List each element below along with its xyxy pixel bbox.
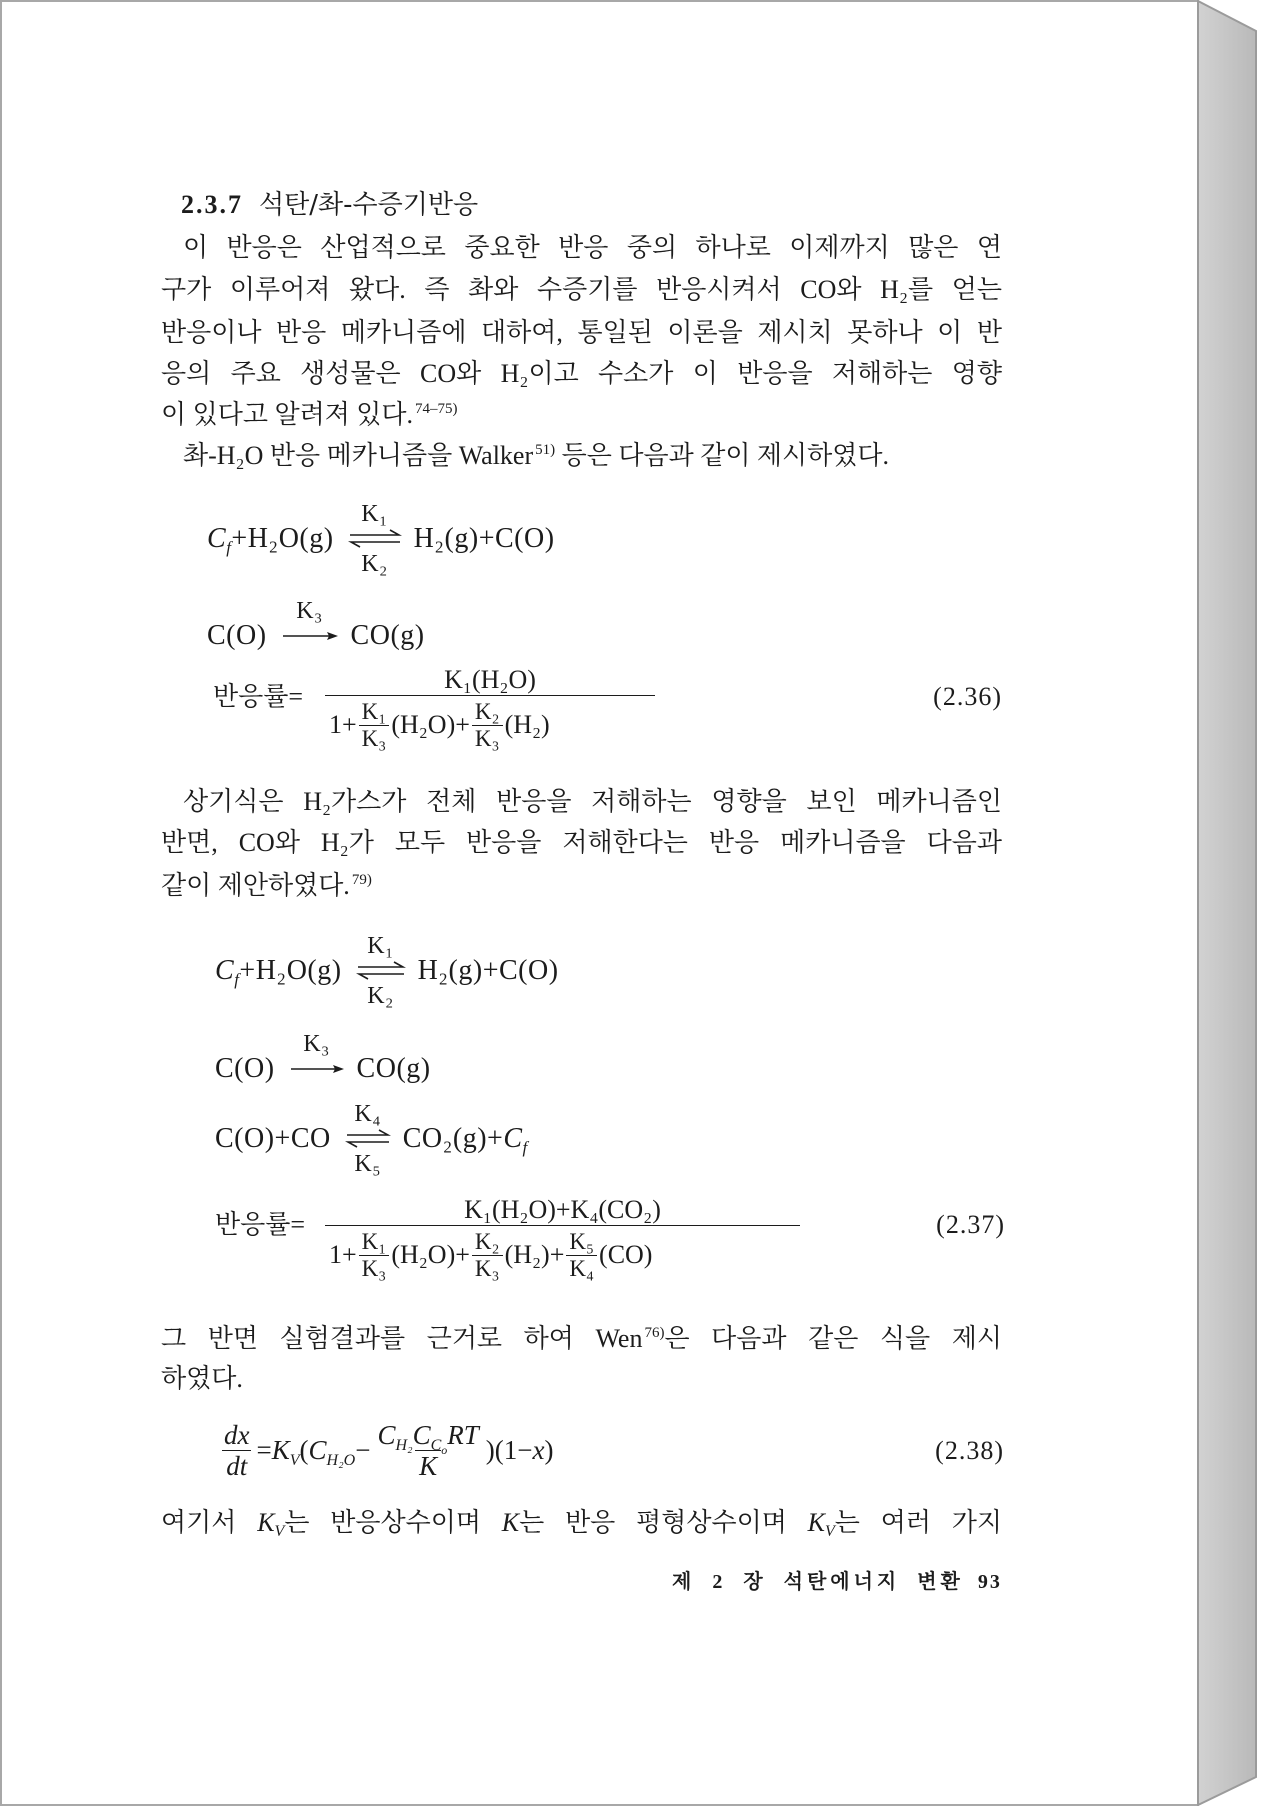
rate-constant: K₃ xyxy=(303,1031,330,1057)
denominator-term: (H₂) xyxy=(504,710,550,739)
products: H₂(g)+C(O) xyxy=(417,955,559,986)
reference-marker: 74–75) xyxy=(415,401,458,417)
derivative-numerator: dx xyxy=(224,1419,250,1450)
ratio-k1-k3 xyxy=(359,1229,390,1282)
gas-constant-temperature: RT xyxy=(447,1419,479,1450)
section-number: 2.3.7 xyxy=(181,190,243,219)
equals-sign: = xyxy=(256,1434,272,1465)
equilibrium-constant-symbol: K xyxy=(501,1508,520,1537)
reactants: C(O) xyxy=(207,620,267,651)
equation-middle xyxy=(256,1434,371,1469)
page-footer xyxy=(672,1568,1002,1596)
chapter-title: 제 2 장 석탄에너지 변환 xyxy=(672,1571,964,1593)
conversion-symbol: x xyxy=(532,1434,545,1465)
ratio-numerator: K₅ xyxy=(569,1228,595,1254)
rate-denominator xyxy=(325,1225,800,1284)
forward-rate-constant: K₁ xyxy=(367,933,394,959)
products: CO(g) xyxy=(350,620,425,651)
ratio-numerator: K₁ xyxy=(361,1228,387,1254)
ratio-denominator: K₃ xyxy=(472,725,503,752)
ratio-k2-k3 xyxy=(472,699,503,752)
denominator-term: (H₂)+ xyxy=(504,1240,565,1269)
text-run: 는 반응 평형상수이며 xyxy=(519,1508,808,1537)
rate-constant-symbol: K xyxy=(807,1508,825,1537)
reaction-arrow-icon xyxy=(289,1059,345,1079)
reactants xyxy=(215,955,342,987)
paragraph-2-line-1 xyxy=(161,438,1002,474)
text-run: 는 여러 가지 xyxy=(834,1508,1003,1537)
reactants-rest: +H₂O(g) xyxy=(239,955,342,986)
carbon-site-symbol: C xyxy=(207,523,227,554)
products xyxy=(403,1123,528,1155)
denominator-term: (H₂O)+ xyxy=(391,1240,470,1269)
open-paren: ( xyxy=(299,1434,309,1465)
rate-constant-subscript: V xyxy=(825,1523,835,1540)
minus-sign: − xyxy=(355,1434,371,1465)
ratio-numerator: K₂ xyxy=(474,698,500,724)
rate-numerator: K₁(H₂O)+K₄(CO₂) xyxy=(464,1195,661,1224)
equation-number: (2.36) xyxy=(933,682,1002,711)
derivative-fraction xyxy=(220,1420,253,1481)
paragraph-3-line-3-text: 같이 제안하였다. xyxy=(161,871,350,900)
concentration-symbol: C xyxy=(377,1419,396,1450)
ratio-denominator: K₃ xyxy=(472,1255,503,1282)
reactants: C(O) xyxy=(215,1053,275,1084)
reverse-rate-constant: K₅ xyxy=(354,1151,382,1177)
equilibrium-arrow-icon xyxy=(345,1129,391,1149)
equilibrium-arrow-icon xyxy=(348,529,402,549)
paragraph-1-line-4: 응의 주요 생성물은 CO와 H₂이고 수소가 이 반응을 저해하는 영향 xyxy=(161,359,1002,388)
concentration-subscript: H₂O xyxy=(326,1451,356,1469)
reactants: C(O)+CO xyxy=(215,1123,331,1154)
rate-constant: K₃ xyxy=(296,598,323,624)
concentration-subscript: H₂ xyxy=(395,1436,413,1454)
concentration-symbol: C xyxy=(308,1434,327,1465)
ratio-k1-k3 xyxy=(359,699,390,752)
paragraph-5-line-1 xyxy=(161,1505,1002,1541)
text-run: 여기서 xyxy=(161,1508,258,1537)
rate-constant-subscript: V xyxy=(289,1451,300,1469)
products-text: CO₂(g)+ xyxy=(402,1123,504,1154)
equilibrium-denominator: K xyxy=(415,1450,441,1481)
text-run: 는 반응상수이며 xyxy=(284,1508,502,1537)
page-stack-edge xyxy=(1197,0,1259,1806)
reference-marker: 76) xyxy=(644,1325,665,1341)
derivative-denominator: dt xyxy=(222,1450,251,1481)
carbon-site-symbol: C xyxy=(503,1123,523,1154)
equilibrium-arrow xyxy=(356,931,406,1011)
rate-expression-2-36 xyxy=(325,664,655,754)
reaction-scheme-1-step-1 xyxy=(207,499,555,579)
concentration-symbol: C xyxy=(412,1419,431,1450)
page-number: 93 xyxy=(977,1571,1002,1593)
rate-label: 반응률= xyxy=(213,682,304,711)
reactants-rest: +H₂O(g) xyxy=(231,523,334,554)
paragraph-1-line-3: 반응이나 반응 메카니즘에 대하여, 통일된 이론을 제시치 못하나 이 반 xyxy=(161,318,1002,347)
rate-label: 반응률= xyxy=(215,1210,306,1239)
ratio-denominator: K₃ xyxy=(359,725,390,752)
rate-constant-symbol: K xyxy=(271,1434,290,1465)
equilibrium-arrow xyxy=(348,499,402,579)
ratio-numerator: K₁ xyxy=(361,698,387,724)
section-heading xyxy=(181,187,478,223)
reference-marker: 51) xyxy=(535,442,556,458)
reverse-rate-constant: K₂ xyxy=(367,983,394,1009)
carbon-site-subscript: f xyxy=(226,538,232,557)
reaction-scheme-2-step-2 xyxy=(215,1029,431,1109)
tail-open: )(1− xyxy=(485,1434,533,1465)
products: H₂(g)+C(O) xyxy=(413,523,555,554)
equation-number: (2.38) xyxy=(935,1436,1004,1465)
paragraph-1-line-5-text: 이 있다고 알려져 있다. xyxy=(161,400,414,429)
forward-arrow xyxy=(289,1029,345,1109)
reaction-scheme-2-step-1 xyxy=(215,931,559,1011)
paragraph-2-text-after: 등은 다음과 같이 제시하였다. xyxy=(555,441,890,470)
reference-marker: 79) xyxy=(351,872,372,888)
rate-constant-symbol: K xyxy=(257,1508,275,1537)
denominator-lead: 1+ xyxy=(329,1240,357,1269)
paragraph-4-line-1 xyxy=(161,1321,1002,1357)
equilibrium-numerator xyxy=(373,1419,482,1457)
equation-2-38 xyxy=(217,1420,553,1480)
rate-denominator xyxy=(325,695,655,754)
paragraph-2-text-before: 촤-H₂O 반응 메카니즘을 Walker xyxy=(183,441,534,470)
section-title: 석탄/촤-수증기반응 xyxy=(259,190,479,220)
ratio-denominator: K₄ xyxy=(566,1255,597,1282)
concentration-subscript: C xyxy=(430,1436,442,1454)
concentration-sub-subscript: o xyxy=(441,1442,448,1457)
forward-rate-constant: K₁ xyxy=(361,501,388,527)
tail-close: ) xyxy=(544,1434,554,1465)
equilibrium-fraction xyxy=(373,1420,482,1481)
denominator-lead: 1+ xyxy=(329,710,357,739)
ratio-denominator: K₃ xyxy=(359,1255,390,1282)
denominator-term: (H₂O)+ xyxy=(391,710,470,739)
equilibrium-arrow xyxy=(345,1099,391,1179)
denominator-term: (CO) xyxy=(599,1240,653,1269)
rate-expression-2-37 xyxy=(325,1194,800,1284)
equation-number: (2.37) xyxy=(936,1210,1005,1239)
paragraph-1-line-1: 이 반응은 산업적으로 중요한 반응 중의 하나로 이제까지 많은 연 xyxy=(183,233,1002,262)
reactants xyxy=(207,523,334,555)
ratio-k5-k4 xyxy=(566,1229,597,1282)
paragraph-3-line-2: 반면, CO와 H₂가 모두 반응을 저해한다는 반응 메카니즘을 다음과 xyxy=(161,828,1002,857)
forward-rate-constant: K₄ xyxy=(354,1101,382,1127)
paragraph-4-text-before: 그 반면 실험결과를 근거로 하여 Wen xyxy=(161,1324,643,1353)
equilibrium-arrow-icon xyxy=(356,961,406,981)
rate-numerator: K₁(H₂O) xyxy=(444,665,536,694)
reverse-rate-constant: K₂ xyxy=(361,551,388,577)
products: CO(g) xyxy=(356,1053,431,1084)
paragraph-1-line-5 xyxy=(161,397,1002,433)
rate-constant-subscript: V xyxy=(274,1523,285,1540)
reaction-arrow-icon xyxy=(281,626,339,646)
ratio-k2-k3 xyxy=(472,1229,503,1282)
paragraph-4-line-2: 하였다. xyxy=(161,1364,243,1393)
carbon-site-subscript: f xyxy=(522,1138,528,1157)
ratio-numerator: K₂ xyxy=(474,1228,500,1254)
paragraph-3-line-3 xyxy=(161,868,1002,904)
carbon-site-symbol: C xyxy=(215,955,235,986)
reaction-scheme-2-step-3 xyxy=(215,1099,528,1179)
paragraph-4-text-after: 은 다음과 같은 식을 제시 xyxy=(664,1324,1002,1353)
carbon-site-subscript: f xyxy=(234,970,240,989)
paragraph-3-line-1: 상기식은 H₂가스가 전체 반응을 저해하는 영향을 보인 메카니즘인 xyxy=(183,787,1002,816)
equation-tail xyxy=(486,1435,554,1466)
paragraph-1-line-2: 구가 이루어져 왔다. 즉 촤와 수증기를 반응시켜서 CO와 H₂를 얻는 xyxy=(161,275,1002,304)
